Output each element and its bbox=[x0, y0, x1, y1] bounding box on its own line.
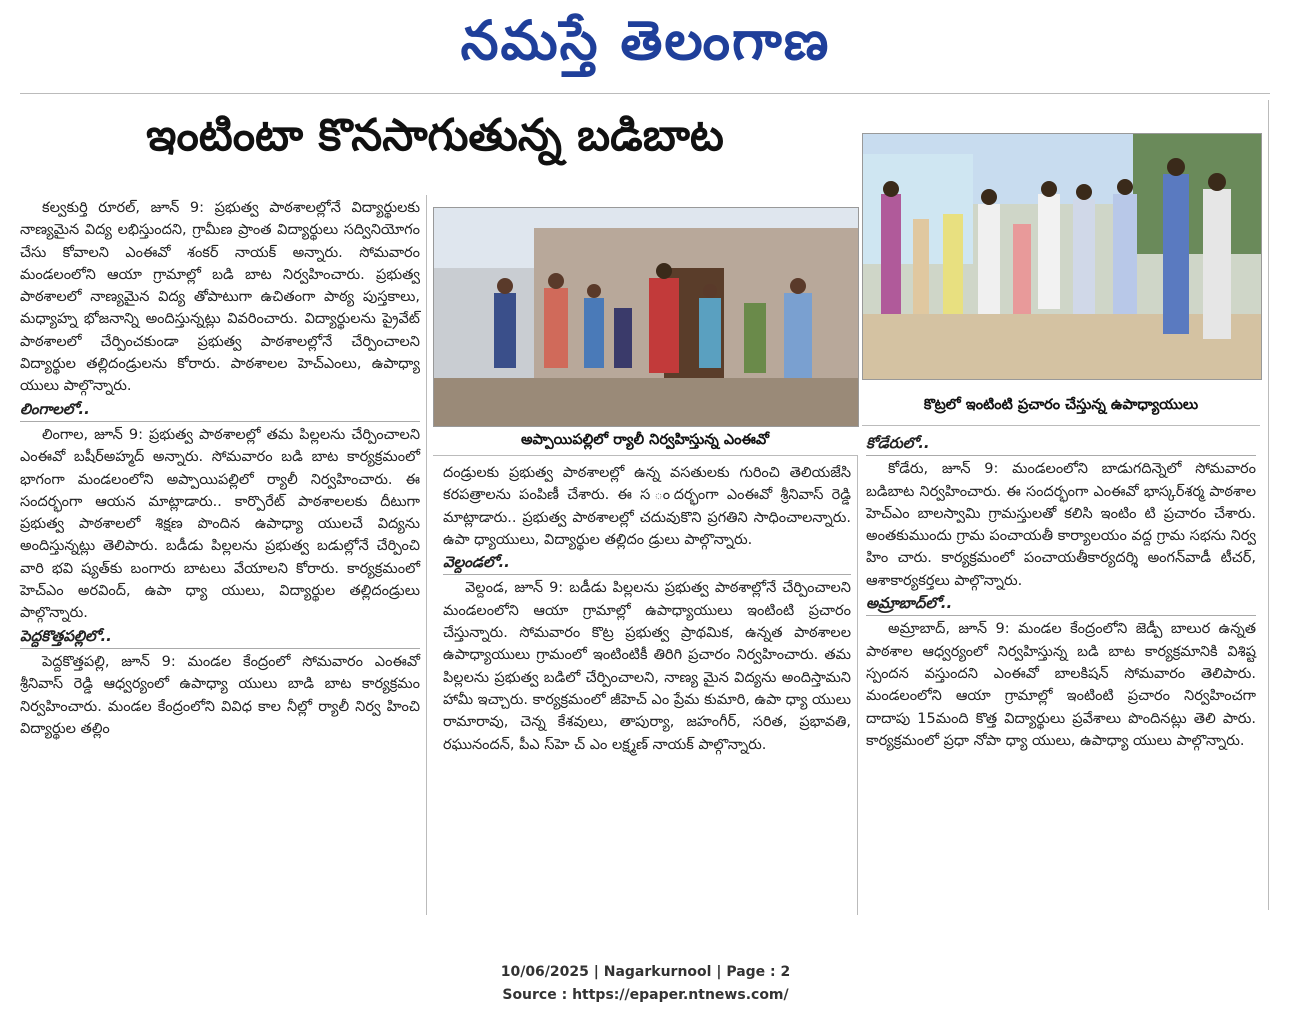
right-edge-divider bbox=[1268, 100, 1269, 910]
photo-campaign-caption: కొట్రలో ఇంటింటి ప్రచారం చేస్తున్న ఉపాధ్యాయులు bbox=[923, 397, 1199, 413]
article-column-3 bbox=[866, 432, 1256, 752]
para-kalwakurthy: కల్వకుర్తి రూరల్, జూన్ 9: ప్రభుత్వ పాఠశాలల్లోనే విద్యార్థులకు నాణ్యమైన విద్య లభిస్తుందని, గ్రామీణ ప్రాంత విద్యార్థులు సద్వినియోగం చేసు కోవాలని ఎంఈవో శంకర్ నాయక్ అన్నారు. సోమవారం మండలంలోని ఆయా గ్రామాల్లో బడి బాట నిర్వహించారు. ప్రభుత్వ పాఠశాలలో నాణ్యమైన విద్య తోపాటుగా ఉచితంగా పాఠ్య పుస్తకాలు, మధ్యాహ్న భోజనాన్ని అందిస్తున్నట్లు వివరించారు. విద్యార్థులను ప్రైవేట్ పాఠశాలలో చేర్పించకుండా ప్రభుత్వ పాఠశాలల్లోనే చేర్పించాలని విద్యార్థుల తల్లిదండ్రులను కోరారు. పాఠశాలల హెచ్‌ఎంలు, ఉపాధ్యా యులు పాల్గొన్నారు. bbox=[20, 200, 420, 395]
photo-rally-image bbox=[434, 208, 858, 426]
subhead-peddakothapally: పెద్దకొత్తపల్లిలో.. bbox=[20, 626, 112, 645]
subhead-rule bbox=[866, 615, 1256, 616]
footer-page-info: 10/06/2025 | Nagarkurnool | Page : 2 bbox=[500, 964, 791, 980]
subhead-rule bbox=[866, 455, 1256, 456]
photo-rally-caption: అప్పాయిపల్లిలో ర్యాలీ నిర్వహిస్తున్న ఎంఈవో bbox=[520, 432, 770, 448]
para-kodair: కోడేరు, జూన్ 9: మండలంలోని బాడుగదిన్నెలో సోమవారం బడిబాట నిర్వహించారు. ఈ సందర్భంగా ఎంఈవో భాస్కర్‌శర్మ పాఠశాల హెచ్‌ఎం బాలస్వామి గ్రామస్తులతో కలిసి ఇంటిం టి ప్రచారం చేశారు. అంతకుముందు గ్రామ పంచాయతీ కార్యాలయం వద్ద గ్రామ సభను నిర్వ హిం చారు. కార్యక్రమంలో పంచాయతీకార్యదర్శి అంగన్‌వాడీ టీచర్, ఆశాకార్యకర్తలు పాల్గొన్నారు. bbox=[866, 461, 1256, 589]
masthead-logo: నమస్తే తెలంగాణ bbox=[460, 8, 831, 72]
para-peddakothapally: పెద్దకొత్తపల్లి, జూన్ 9: మండల కేంద్రంలో సోమవారం ఎంఈవో శ్రీనివాస్ రెడ్డి ఆధ్వర్యంలో ఉపాధ్యా యులు బాడి బాట కార్యక్రమం నిర్వహించారు. మండల కేంద్రంలోని వివిధ కాల నీల్లో ర్యాలీ నిర్వ హించి విద్యార్థుల తల్లిం bbox=[20, 653, 420, 737]
subhead-amrabad: అమ్రాబాద్‌లో.. bbox=[866, 594, 953, 613]
subhead-rule bbox=[20, 648, 420, 649]
article-column-2 bbox=[443, 462, 851, 756]
footer-source: Source : https://epaper.ntnews.com/ bbox=[502, 987, 789, 1003]
photo-campaign-image bbox=[863, 134, 1261, 379]
para-veldanda: వెల్దండ, జూన్ 9: బడీడు పిల్లలను ప్రభుత్వ పాఠశాల్లోనే చేర్పించాలని మండలంలోని ఆయా గ్రామాల్లో ఉపాధ్యాయులు ఇంటింటి ప్రచారం చేస్తున్నారు. సోమవారం కొట్ర ప్రభుత్వ ప్రాథమిక, ఉన్నత పాఠశాలల ఉపాధ్యాయులు గ్రామంలో ఇంటింటికీ తిరిగి ప్రచారం నిర్వహించారు. తమ పిల్లలను ప్రభుత్వ బడిలో చేర్పించాలని, నాణ్య మైన విద్యను అందిస్తామని హామీ ఇచ్చారు. కార్యక్రమంలో జీహెచ్ ఎం ప్రేమ కుమారి, ఉపా ధ్యా యులు రామారావు, చెన్న కేశవులు, తాపుర్యా, జహంగీర్, సరిత, ప్రభావతి, రఘునందన్, పీఎ స్‌హె చ్‌ ఎం లక్ష్మణ్ నాయక్ పాల్గొన్నారు. bbox=[443, 580, 851, 753]
article-column-1 bbox=[20, 197, 420, 740]
masthead-divider bbox=[20, 93, 1270, 94]
photo-rally bbox=[433, 207, 859, 427]
subhead-rule bbox=[443, 574, 851, 575]
para-lingala: లింగాల, జూన్ 9: ప్రభుత్వ పాఠశాలల్లో తమ పిల్లలను చేర్పించాలని ఎంఈవో బషీర్‌అహ్మద్ అన్నారు. సోమవారం బడి బాట కార్యక్రమంలో భాగంగా మండలంలోని అప్పాయిపల్లిలో ర్యాలీ నిర్వహించారు. ఈ సందర్భంగా ఆయన మాట్లాడారు.. కార్పొరేట్ పాఠశాలలకు దీటుగా ప్రభుత్వ పాఠశాలలో శిక్షణ పొందిన ఉపాధ్యా యులచే విద్యను అందిస్తున్నట్లు తెలిపారు. బడీడు పిల్లలను ప్రభుత్వ బడుల్లోనే చేర్పించి వారి భవి ష్యత్‌కు బంగారు బాటలు వేయాలని కోరారు. కార్యక్రమంలో హెచ్‌ఎం అరవింద్, ఉపా ధ్యా యులు, విద్యార్థుల తల్లిదండ్రులు పాల్గొన్నారు. bbox=[20, 426, 420, 622]
subhead-rule bbox=[20, 421, 420, 422]
right-caption-underline bbox=[862, 425, 1260, 426]
column-divider-1 bbox=[426, 195, 427, 915]
subhead-kodair: కోడేరులో.. bbox=[866, 434, 930, 452]
subhead-veldanda: వెల్దండలో.. bbox=[443, 553, 510, 572]
caption-underline bbox=[433, 455, 857, 456]
column-divider-2 bbox=[857, 455, 858, 915]
para-continued: దండ్రులకు ప్రభుత్వ పాఠశాలల్లో ఉన్న వసతులకు గురించి తెలియజేసి కరపత్రాలను పంపిణీ చేశారు. ఈ స ందర్భంగా ఎంఈవో శ్రీనివాస్ రెడ్డి మాట్లాడారు.. ప్రభుత్వ పాఠశాలల్లో చదువుకొని ప్రగతిని సాధించాలన్నారు. ఉపా ధ్యాయులు, విద్యార్థుల తల్లిదం డ్రులు పాల్గొన్నారు. bbox=[443, 465, 851, 548]
subhead-lingala: లింగాలలో.. bbox=[20, 399, 90, 418]
para-amrabad: అమ్రాబాద్, జూన్ 9: మండల కేంద్రంలోని జెడ్పీ బాలుర ఉన్నత పాఠశాల ఆధ్వర్యంలో నిర్వహిస్తున్న బడి బాట కార్యక్రమానికి విశిష్ట స్పందన వస్తుందని ఎంఈవో బాలకిషన్ సోమవారం తెలిపారు. మండలంలోని ఆయా గ్రామాల్లో ఇంటింటి ప్రచారం నిర్వహించగా దాదాపు 15మంది కొత్త విద్యార్థులు ప్రవేశాలు పొందినట్లు తెలి పారు. కార్యక్రమంలో ప్రధా నోపా ధ్యా యులు, ఉపాధ్యా యులు పాల్గొన్నారు. bbox=[866, 621, 1256, 749]
headline: ఇంటింటా కొనసాగుతున్న బడిబాట bbox=[146, 110, 724, 161]
photo-campaign bbox=[862, 133, 1262, 380]
